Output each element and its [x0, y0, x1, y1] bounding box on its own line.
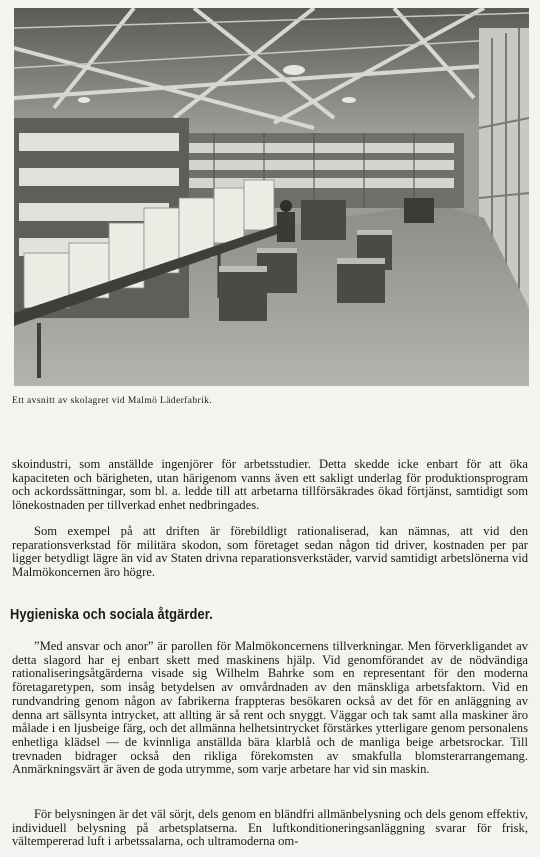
paragraph-3: ”Med ansvar och anor” är parollen för Malmökoncernens tillverkningar. Men förverkligandet av detta slagord har ej enbart skett med maskinens hjälp. Vid genomförandet av de nödvändiga rationaliseringsåtgärderna visade sig Wilhelm Bahrke som en representant för den moderna företagaretypen, som insåg betydelsen av omvårdnaden av den mänskliga arbetsfaktorn. Vid en rundvandring genom någon av fabrikerna frappteras besökaren också av det för en anläggning av denna art sällsynta intrycket, att allting är så rent och snyggt. Väggar och tak samt alla maskiner äro målade i en ljusbeige färg, och det allmänna helhetsintrycket förstärkes ytterligare genom personalens enhetliga klädsel — de kvinnliga anställda bära klarblå och de manliga beige arbetsrockar. Till trevnaden bidrager också den rikliga förekomsten av smakfulla blomsterarrangemang. Anmärkningsvärt är även de goda utrymme, som varje arbetare har vid sin maskin.: [12, 639, 528, 777]
section-heading: Hygieniska och sociala åtgärder.: [10, 606, 213, 623]
photo-caption: Ett avsnitt av skolagret vid Malmö Läderfabrik.: [12, 396, 213, 406]
paragraph-2: Som exempel på att driften är förebildligt rationaliserad, kan nämnas, att vid den reparationsverkstad för militära skodon, som företaget sedan någon tid driver, kostnaden per par ligger betydligt lägre än vid av Staten drivna reparationsverkstäder, varvid samtidigt arbetslönerna vid Malmökoncernen äro högre.: [12, 524, 528, 580]
paragraph-4: För belysningen är det väl sörjt, dels genom en bländfri allmänbelysning och dels genom effektiv, individuell belysning på arbetsplatserna. En luftkonditioneringsanläggning svarar för frisk, vältempererad luft i arbetssalarna, och ultramoderna om-: [12, 807, 528, 849]
warehouse-photo-icon: [14, 8, 529, 386]
paragraph-1: skoindustri, som anställde ingenjörer för arbetsstudier. Detta skedde icke enbart för att öka kapaciteten och bärigheten, utan härigenom vanns även ett sakligt underlag för produktionsprogram och ackordssättningar, som bl. a. ledde till att arbetarna tillförsäkrades ökad förtjänst, samtidigt som lönekostnaden per tillverkad enhet nedbringades.: [12, 457, 528, 513]
warehouse-photo: [14, 8, 529, 386]
